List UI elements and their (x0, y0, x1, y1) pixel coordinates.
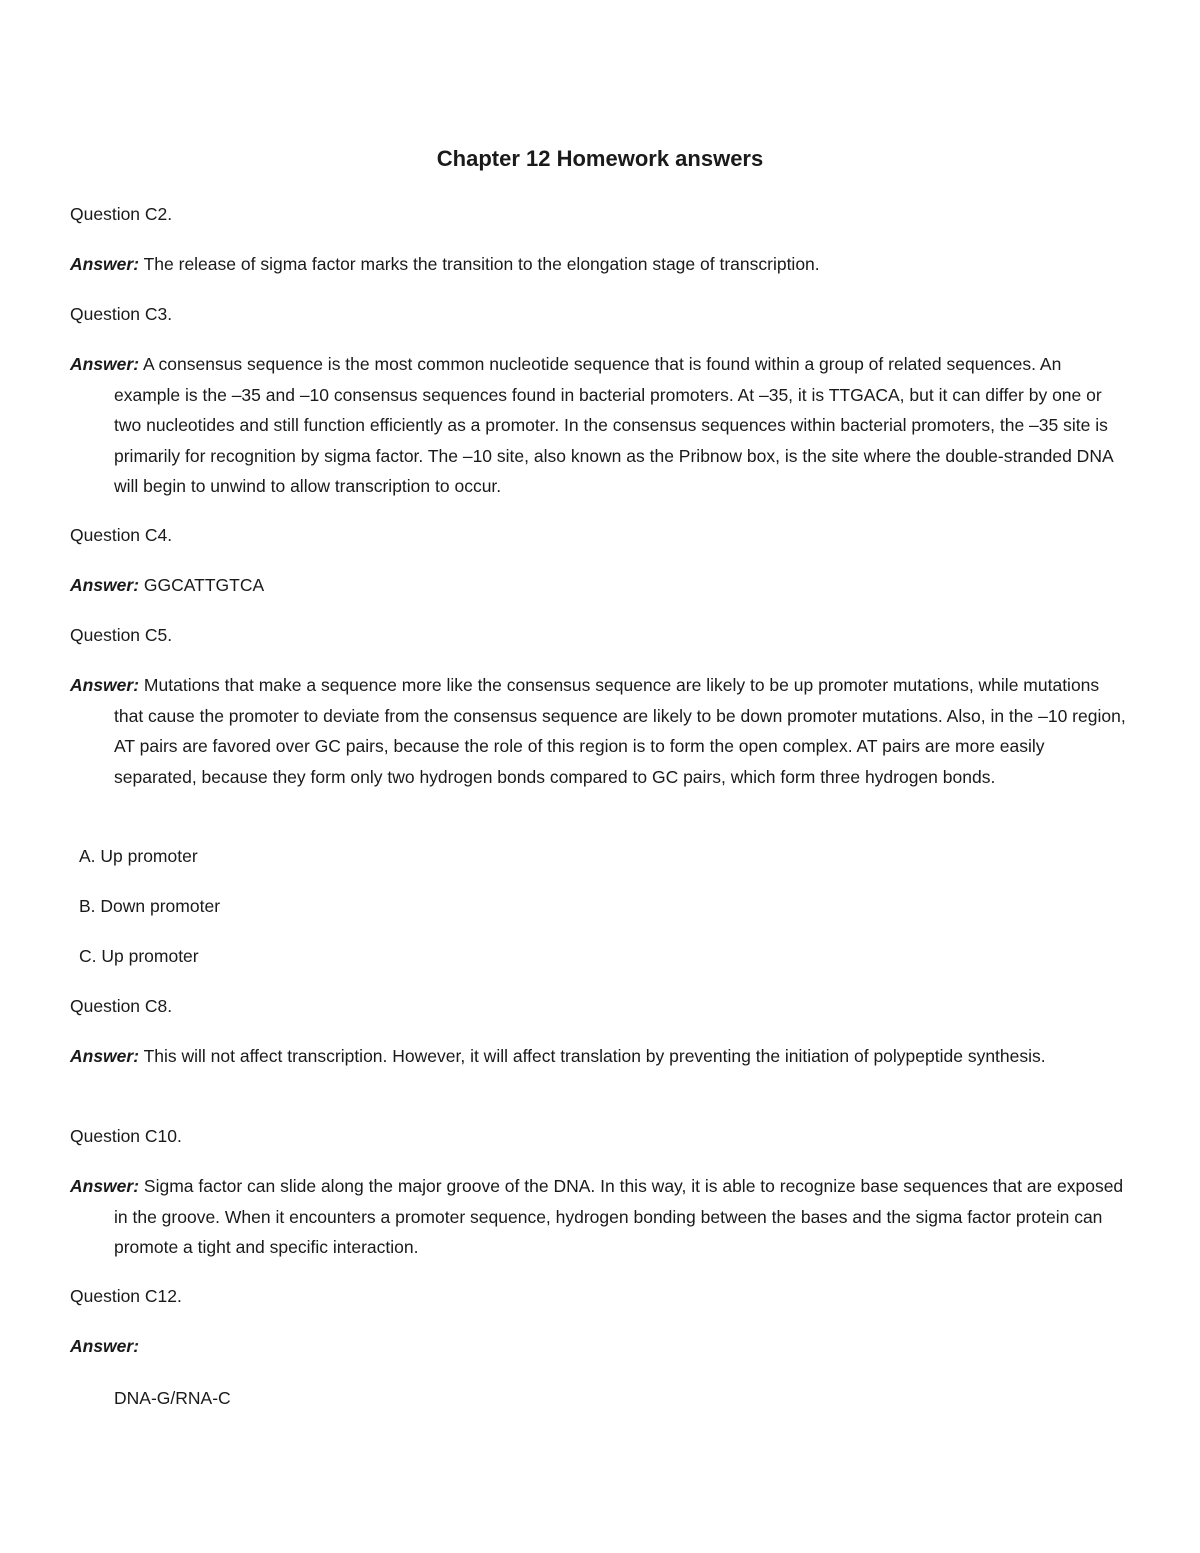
answer-label: Answer: (70, 1046, 140, 1066)
option-b: B. Down promoter (79, 896, 221, 916)
question-c2: Question C2. (70, 204, 173, 224)
question-c4: Question C4. (70, 525, 173, 545)
answer-c4 (70, 570, 1132, 601)
answer-text: Sigma factor can slide along the major groove of the DNA. In this way, it is able to recognize base sequences that are exposed in the groove. When it encounters a promoter sequence, hydrogen bonding between the bases and the sigma factor protein can promote a tight and specific interaction. (114, 1176, 1124, 1257)
answer-text: Mutations that make a sequence more like the consensus sequence are likely to be up promoter mutations, while mutations that cause the promoter to deviate from the consensus sequence are likely to be down promoter mutations. Also, in the –10 region, AT pairs are favored over GC pairs, because the role of this region is to form the open complex. AT pairs are more easily separated, because they form only two hydrogen bonds compared to GC pairs, which form three hydrogen bonds. (114, 675, 1126, 787)
question-c5: Question C5. (70, 625, 173, 645)
answer-label: Answer: (70, 1176, 140, 1196)
option-c: C. Up promoter (79, 946, 199, 966)
answer-label: Answer: (70, 575, 140, 595)
question-c12: Question C12. (70, 1286, 182, 1306)
answer-c10 (70, 1171, 1132, 1263)
answer-text: A consensus sequence is the most common nucleotide sequence that is found within a group of related sequences. An example is the –35 and –10 consensus sequences found in bacterial promoters. At –35, it is TTGACA, but it can differ by one or two nucleotides and still function efficiently as a promoter. In the consensus sequences within bacterial promoters, the –35 site is primarily for recognition by sigma factor. The –10 site, also known as the Pribnow box, is the site where the double-stranded DNA will begin to unwind to allow transcription to occur. (114, 354, 1113, 496)
answer-text: This will not affect transcription. However, it will affect translation by preventing the initiation of polypeptide synthesis. (143, 1046, 1046, 1066)
answer-c2 (70, 249, 1132, 280)
answer-text: GGCATTGTCA (143, 575, 265, 595)
answer-c12-detail: DNA-G/RNA-C (114, 1388, 231, 1408)
question-c10: Question C10. (70, 1126, 182, 1146)
answer-label: Answer: (70, 354, 140, 374)
answer-c5 (70, 670, 1132, 792)
answer-label: Answer: (70, 254, 140, 274)
option-a: A. Up promoter (79, 846, 198, 866)
answer-label: Answer: (70, 675, 140, 695)
page-title: Chapter 12 Homework answers (436, 146, 764, 171)
question-c8: Question C8. (70, 996, 173, 1016)
answer-text: The release of sigma factor marks the transition to the elongation stage of transcription. (143, 254, 820, 274)
answer-c12 (70, 1331, 1132, 1362)
answer-c3 (70, 349, 1132, 502)
answer-c8 (70, 1041, 1132, 1072)
answer-label: Answer: (70, 1336, 140, 1356)
question-c3: Question C3. (70, 304, 173, 324)
